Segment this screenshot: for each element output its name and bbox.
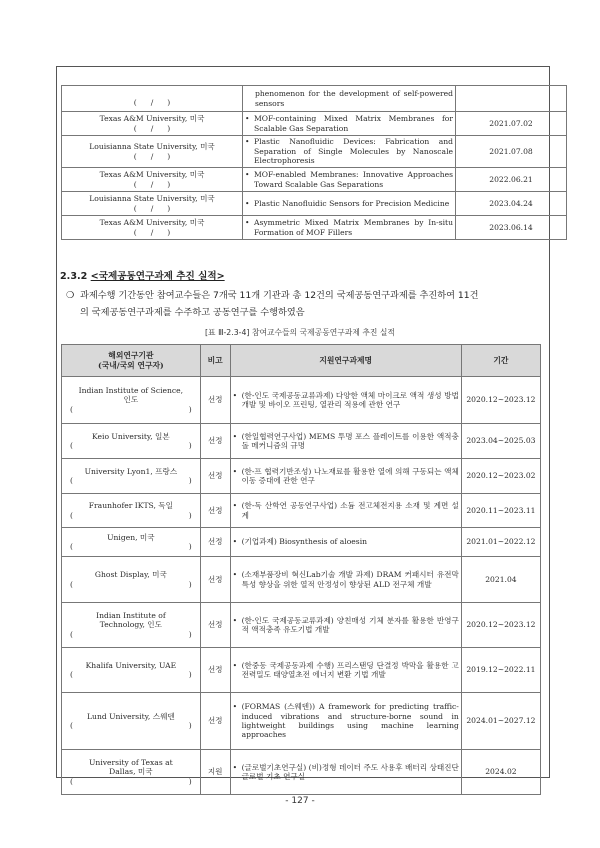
institution-cell <box>62 528 201 557</box>
paren-open: ( <box>70 629 73 639</box>
table-row <box>62 168 567 192</box>
project-cell <box>230 494 461 528</box>
institution-cell <box>62 557 201 603</box>
period-cell: 2020.12~2023.12 <box>461 603 540 648</box>
institution-cell <box>62 192 243 216</box>
project-text: (소재부품장비 혁신Lab기술 개발 과제) DRAM 커패시터 유전막 특성 향상을 위한 열적 안정성이 향상된 ALD 전구체 개발 <box>241 570 459 589</box>
project-text: (한-독 산학연 공동연구사업) 소듐 전고체전지용 소재 및 계면 설계 <box>241 501 459 520</box>
paren-close: ) <box>167 179 171 189</box>
table-row <box>62 136 567 168</box>
date-cell: 2023.06.14 <box>456 216 567 240</box>
paren-close: ) <box>167 98 171 108</box>
table-row <box>62 459 541 494</box>
project-text: (한-프 협력기반조성) 나노재료를 활용한 열에 의해 구동되는 액체 이동 증대에 관한 연구 <box>241 466 459 485</box>
institution-cell <box>62 459 201 494</box>
table-row <box>62 192 567 216</box>
project-text: Plastic Nanofluidic Devices: Fabrication and Separation of Single Molecules by Nanoscale Electrophoresis <box>254 137 453 166</box>
institution-line1: Fraunhofer IKTS, 독일 <box>88 501 173 511</box>
header-institution-line2: (국내/국외 연구자) <box>98 360 164 370</box>
paren-open: ( <box>70 776 73 786</box>
paren-open: ( <box>133 203 137 213</box>
header-project: 지원연구과제명 <box>230 345 461 377</box>
bullet: • <box>245 218 250 228</box>
project-cell <box>230 750 461 795</box>
institution-cell <box>62 648 201 693</box>
section-heading <box>60 268 225 282</box>
paren-close: ) <box>188 404 192 414</box>
table-row <box>62 424 541 459</box>
paren-open: ( <box>70 579 73 589</box>
header-institution <box>62 345 201 377</box>
project-text: (한일협력연구사업) MEMS 투명 포스 플레이트를 이용한 액적충돌 메커니즘의 규명 <box>241 431 459 450</box>
header-institution-line1: 해외연구기관 <box>108 350 154 360</box>
paren-open: ( <box>133 123 137 133</box>
institution-cell <box>62 377 201 424</box>
paren-close: ) <box>167 151 171 161</box>
institution-line1: Indian Institute of Science, <box>78 385 184 395</box>
period-cell: 2021.01~2022.12 <box>461 528 540 557</box>
paren-open: ( <box>133 98 137 108</box>
project-text: Asymmetric Mixed Matrix Membranes by In-situ Formation of MOF Fillers <box>254 218 453 237</box>
project-cell <box>243 192 456 216</box>
project-text: MOF-enabled Membranes: Innovative Approaches Toward Scalable Gas Separations <box>254 170 453 189</box>
slash: / <box>150 151 154 161</box>
institution-line1: University of Texas at <box>89 757 173 767</box>
paren-open: ( <box>70 441 73 450</box>
paren-close: ) <box>188 670 192 679</box>
slash: / <box>150 179 154 189</box>
project-text: Plastic Nanofluidic Sensors for Precision Medicine <box>254 198 450 208</box>
paren-close: ) <box>167 203 171 213</box>
note-cell: 선정 <box>200 424 230 459</box>
header-note: 비고 <box>200 345 230 377</box>
paren-open: ( <box>70 670 73 679</box>
paren-open: ( <box>70 542 73 551</box>
main-table <box>61 344 541 795</box>
institution-name: Texas A&M University, 미국 <box>99 114 205 124</box>
date-cell: 2022.06.21 <box>456 168 567 192</box>
table-row <box>62 750 541 795</box>
paragraph-line-2: 의 국제공동연구과제를 수주하고 공동연구를 수행하였음 <box>80 307 305 319</box>
project-cell <box>230 693 461 750</box>
section-title: <국제공동연구과제 추진 실적> <box>90 271 225 282</box>
project-text: (기업과제) Biosynthesis of aloesin <box>241 537 368 547</box>
project-cell <box>243 112 456 136</box>
note-cell: 선정 <box>200 459 230 494</box>
institution-cell <box>62 424 201 459</box>
note-cell: 선정 <box>200 693 230 750</box>
institution-name: Louisianna State University, 미국 <box>89 142 215 152</box>
institution-line1: Lund University, 스웨덴 <box>87 711 175 721</box>
period-cell: 2020.11~2023.11 <box>461 494 540 528</box>
bullet: • <box>232 660 238 670</box>
bullet: • <box>245 198 250 208</box>
section-number: 2.3.2 <box>60 271 88 282</box>
institution-line1: Keio University, 일본 <box>92 431 170 441</box>
header-row <box>62 345 541 377</box>
paren-close: ) <box>188 510 192 520</box>
project-text: (FORMAS (스웨덴)) A framework for predicting traffic-induced vibrations and structure-borne sound in lightweight buildings using machine learning approaches <box>241 702 459 740</box>
paren-close: ) <box>188 721 192 730</box>
institution-name: Texas A&M University, 미국 <box>99 218 205 228</box>
institution-cell <box>62 750 201 795</box>
paragraph-line-1: 과제수행 기간동안 참여교수들은 7개국 11개 기관과 총 12건의 국제공동연구과제를 추진하여 11건 <box>80 290 479 301</box>
project-cell <box>230 459 461 494</box>
period-cell: 2023.04~2025.03 <box>461 424 540 459</box>
table-row <box>62 112 567 136</box>
table-row <box>62 494 541 528</box>
paren-close: ) <box>167 227 171 237</box>
institution-line2: Dallas, 미국 <box>109 767 153 777</box>
paren-close: ) <box>188 629 192 639</box>
table-row <box>62 86 567 112</box>
note-cell: 선정 <box>200 528 230 557</box>
institution-name: Louisianna State University, 미국 <box>89 194 215 204</box>
institution-cell <box>62 136 243 168</box>
project-cell <box>243 136 456 168</box>
project-text: MOF-containing Mixed Matrix Membranes for Scalable Gas Separation <box>254 114 453 133</box>
paren-close: ) <box>188 476 192 485</box>
project-cell <box>230 603 461 648</box>
paren-close: ) <box>188 776 192 786</box>
institution-line1: Indian Institute of <box>96 610 166 620</box>
project-cell <box>230 377 461 424</box>
table-row <box>62 648 541 693</box>
slash: / <box>150 203 154 213</box>
project-text: (글로벌기초연구실) (비)정형 데이터 주도 사용후 배터리 상태진단 글로벌 기초 연구실 <box>241 762 459 781</box>
paren-close: ) <box>188 542 192 551</box>
institution-line2: Technology, 인도 <box>99 620 162 630</box>
project-cell <box>230 528 461 557</box>
project-cell <box>230 424 461 459</box>
institution-cell <box>62 112 243 136</box>
note-cell: 선정 <box>200 377 230 424</box>
paren-open: ( <box>70 510 73 520</box>
table-row <box>62 693 541 750</box>
bullet: • <box>232 570 238 580</box>
date-cell: 2023.04.24 <box>456 192 567 216</box>
institution-cell <box>62 216 243 240</box>
project-cell <box>243 86 456 112</box>
date-cell <box>456 86 567 112</box>
bullet: • <box>245 137 250 147</box>
paren-close: ) <box>188 579 192 589</box>
slash: / <box>150 123 154 133</box>
bullet: • <box>232 431 238 441</box>
project-cell <box>230 648 461 693</box>
table-row <box>62 377 541 424</box>
period-cell: 2020.12~2023.02 <box>461 459 540 494</box>
top-table <box>61 85 567 240</box>
bullet: • <box>232 501 238 511</box>
bullet: • <box>232 466 238 476</box>
note-cell: 지원 <box>200 750 230 795</box>
note-cell: 선정 <box>200 603 230 648</box>
note-cell: 선정 <box>200 494 230 528</box>
paren-open: ( <box>70 476 73 485</box>
project-cell <box>243 168 456 192</box>
paren-close: ) <box>188 441 192 450</box>
paren-open: ( <box>133 227 137 237</box>
bullet: • <box>245 170 250 180</box>
project-text: (한중동 국제공동과제 수행) 프리스탠딩 단결정 박막을 활용한 고전력밀도 태양열초전 에너지 변환 기법 개발 <box>241 660 459 679</box>
date-cell: 2021.07.02 <box>456 112 567 136</box>
section-paragraph <box>66 287 550 321</box>
institution-cell <box>62 168 243 192</box>
period-cell: 2019.12~2022.11 <box>461 648 540 693</box>
institution-line1: Ghost Display, 미국 <box>94 570 167 580</box>
bullet: • <box>245 114 250 124</box>
circle-bullet-icon: ❍ <box>66 290 75 301</box>
paren-open: ( <box>133 179 137 189</box>
institution-name: Texas A&M University, 미국 <box>99 170 205 180</box>
header-period: 기간 <box>461 345 540 377</box>
period-cell: 2024.01~2027.12 <box>461 693 540 750</box>
paren-open: ( <box>133 151 137 161</box>
paren-open: ( <box>70 721 73 730</box>
project-text: (한-인도 국제공동교류과제) 다양한 액체 마이크로 액적 생성 방법 개발 및 바이오 프린팅, 열관리 적용에 관한 연구 <box>241 390 459 409</box>
institution-cell <box>62 693 201 750</box>
period-cell: 2020.12~2023.12 <box>461 377 540 424</box>
institution-line1: Khalifa University, UAE <box>85 660 177 670</box>
period-cell: 2024.02 <box>461 750 540 795</box>
institution-line2: 인도 <box>123 395 139 405</box>
period-cell: 2021.04 <box>461 557 540 603</box>
paren-close: ) <box>167 123 171 133</box>
project-text: (한-인도 국제공동교류과제) 양친매성 기체 분자를 활용한 반영구적 액적충족 유도기법 개발 <box>241 615 459 634</box>
bullet: • <box>232 762 238 772</box>
institution-line1: Unigen, 미국 <box>107 532 155 542</box>
bullet: • <box>232 702 238 712</box>
slash: / <box>150 98 154 108</box>
table-row <box>62 528 541 557</box>
table-row <box>62 557 541 603</box>
note-cell: 선정 <box>200 648 230 693</box>
table-row <box>62 603 541 648</box>
paren-open: ( <box>70 404 73 414</box>
slash: / <box>150 227 154 237</box>
project-cell <box>230 557 461 603</box>
project-text: phenomenon for the development of self-powered sensors <box>255 89 453 108</box>
table-caption: [표 Ⅲ-2.3-4] 참여교수들의 국제공동연구과제 추진 실적 <box>205 328 395 337</box>
institution-cell <box>62 494 201 528</box>
bullet: • <box>232 537 238 547</box>
bullet: • <box>232 615 238 625</box>
institution-cell <box>62 603 201 648</box>
note-cell: 선정 <box>200 557 230 603</box>
project-cell <box>243 216 456 240</box>
institution-line1: University Lyon1, 프랑스 <box>84 466 178 476</box>
bullet: • <box>232 390 238 400</box>
date-cell: 2021.07.08 <box>456 136 567 168</box>
page-number: - 127 - <box>285 796 315 806</box>
table-row <box>62 216 567 240</box>
institution-cell <box>62 86 243 112</box>
